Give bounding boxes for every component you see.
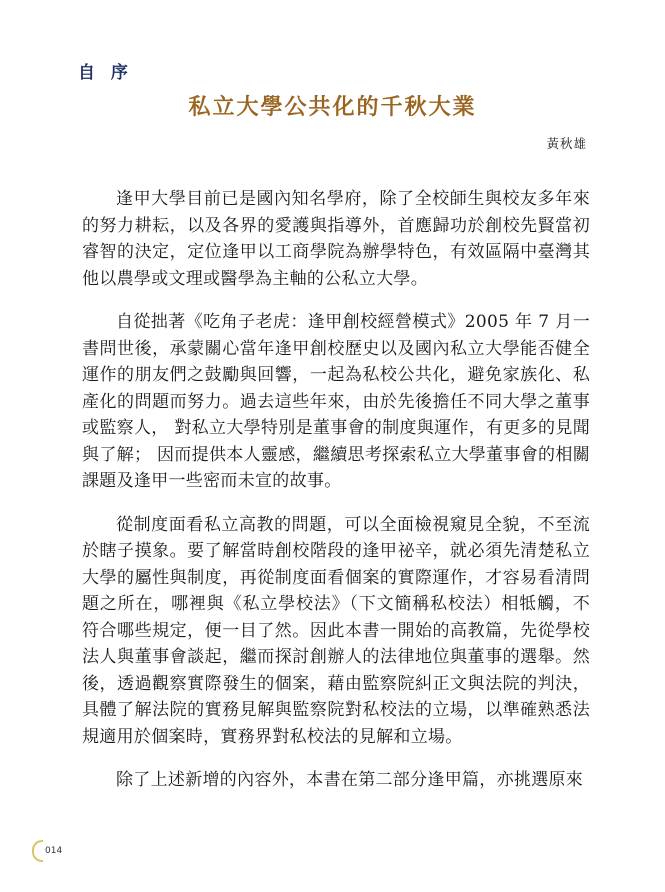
body-text bbox=[82, 186, 590, 794]
page-footer bbox=[32, 840, 62, 862]
paragraph-4: 除了上述新增的內容外，本書在第二部分逢甲篇，亦挑選原來 bbox=[116, 770, 584, 790]
section-label: 自 序 bbox=[78, 63, 133, 83]
paragraph-2: 自從拙著《吃角子老虎：逢甲創校經營模式》2005 年 7 月一書問世後，承蒙關心當年逢甲創校歷史以及國內私立大學能否健全運作的朋友們之鼓勵與回響，一起為私校公共化，避免家族化、私產化的問題而努力。過去這些年來，由於先後擔任不同大學之董事或監察人， 對私立大學特別是董事會的制度與運作，有更多的見聞與了解； 因而提供本人靈感，繼續思考探索私立大學董事會的相關課題及逢甲一些密而未宣的故事。 bbox=[82, 312, 590, 491]
page-number: 014 bbox=[45, 846, 63, 856]
paragraph-3: 從制度面看私立高教的問題，可以全面檢視窺見全貌，不至流於瞎子摸象。要了解當時創校階段的逢甲祕辛，就必須先清楚私立大學的屬性與制度，再從制度面看個案的實際運作，才容易看清問題之所在，哪裡與《私立學校法》（下文簡稱私校法）相牴觸，不符合哪些規定，便一目了然。因此本書一開始的高教篇，先從學校法人與董事會談起，繼而探討創辦人的法律地位與董事的選舉。然後，透過觀察實際發生的個案，藉由監察院糾正文與法院的判決，具體了解法院的實務見解與監察院對私校法的立場，以準確熟悉法規適用於個案時，實務界對私校法的見解和立場。 bbox=[82, 514, 590, 747]
bracket-ornament-icon bbox=[32, 840, 43, 862]
author-name: 黃秋雄 bbox=[546, 136, 587, 151]
page-title: 私立大學公共化的千秋大業 bbox=[188, 95, 477, 120]
paragraph-1: 逢甲大學目前已是國內知名學府，除了全校師生與校友多年來的努力耕耘，以及各界的愛護與指導外，首應歸功於創校先賢當初睿智的決定，定位逢甲以工商學院為辦學特色，有效區隔中臺灣其他以農學或文理或醫學為主軸的公私立大學。 bbox=[82, 189, 590, 289]
